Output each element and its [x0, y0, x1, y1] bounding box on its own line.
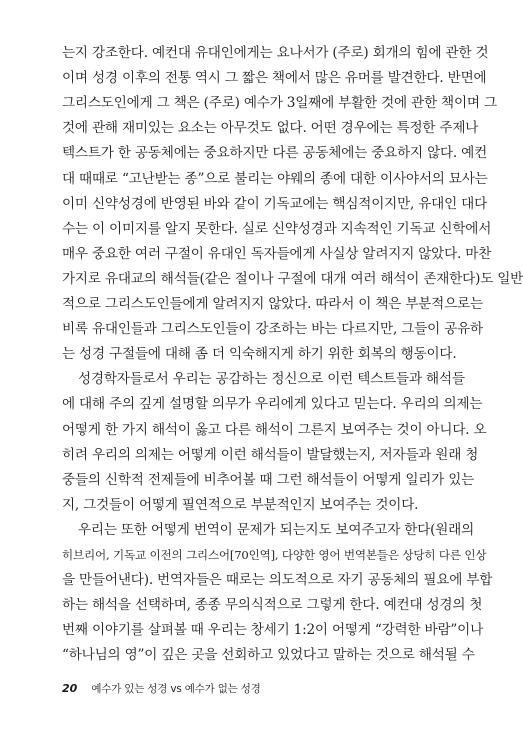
page-footer [62, 678, 261, 696]
body-text-line: “하나님의 영”이 깊은 곳을 선회하고 있었다고 말하는 것으로 해석될 수 [62, 647, 475, 664]
body-text-line: 그리스도인에게 그 책은 (주로) 예수가 3일째에 부활한 것에 관한 책이며 그 [62, 95, 497, 112]
body-text-line: 적으로 그리스도인들에게 알려지지 않았다. 따라서 이 책은 부분적으로는 [62, 296, 483, 312]
body-text-line: 어떻게 한 가지 해석이 옳고 다른 해석이 그른지 보여주는 것이 아니다. 오 [62, 421, 487, 438]
body-text-line: 수는 이 이미지를 알지 못한다. 실로 신약성경과 지속적인 기독교 신학에서 [62, 220, 492, 237]
body-text-line: 이며 성경 이후의 전통 역시 그 짧은 책에서 많은 유머를 발견한다. 반면에 [62, 70, 487, 87]
body-text-line: 가지로 유대교의 해석들(같은 절이나 구절에 대개 여러 해석이 존재한다)도 일반 [62, 270, 523, 287]
body-text-line: 히브리어, 기독교 이전의 그리스어[70인역], 다양한 영어 번역본들은 상당히 다른 인상 [62, 548, 487, 562]
body-text-line: 하는 해석을 선택하며, 종종 무의식적으로 그렇게 한다. 예컨대 성경의 첫 [62, 597, 483, 614]
body-text-line: 히려 우리의 의제는 어떻게 이런 해석들이 발달했는지, 저자들과 원래 청 [62, 446, 479, 463]
body-text-line: 중들의 신학적 전제들에 비추어볼 때 그런 해석들이 어떻게 일리가 있는 [62, 471, 475, 488]
paragraph-first-line: 성경학자들로서 우리는 공감하는 정신으로 이런 텍스트들과 해석들 [78, 371, 465, 388]
body-text-line: 비록 유대인들과 그리스도인들이 강조하는 바는 다르지만, 그들이 공유하 [62, 321, 483, 338]
page-number: 20 [62, 682, 78, 695]
running-title: 예수가 있는 성경 vs 예수가 없는 성경 [91, 683, 261, 695]
paragraph-last-line: 지, 그것들이 어떻게 필연적으로 부분적인지 보여주는 것이다. [62, 496, 419, 513]
body-text-line: 매우 중요한 여러 구절이 유대인 독자들에게 사실상 알려지지 않았다. 마찬 [62, 245, 492, 262]
body-text-line: 것에 관해 재미있는 요소는 아무것도 없다. 어떤 경우에는 특정한 주제나 [62, 120, 479, 137]
paragraph-last-line: 는 성경 구절들에 대해 좀 더 익숙해지게 하기 위한 회복의 행동이다. [62, 346, 457, 363]
body-text-line: 번째 이야기를 살펴볼 때 우리는 창세기 1:2이 어떻게 “강력한 바람”이나 [62, 622, 484, 639]
body-text-line: 는지 강조한다. 예컨대 유대인에게는 요나서가 (주로) 회개의 힘에 관한 것 [62, 45, 489, 61]
paragraph-first-line: 우리는 또한 어떻게 번역이 문제가 되는지도 보여주고자 한다(원래의 [78, 521, 475, 538]
body-text-line: 텍스트가 한 공동체에는 중요하지만 다른 공동체에는 중요하지 않다. 예컨 [62, 145, 488, 162]
body-text-line: 을 만들어낸다). 번역자들은 때로는 의도적으로 자기 공동체의 필요에 부합 [62, 572, 493, 589]
body-text-line: 에 대해 주의 깊게 설명할 의무가 우리에게 있다고 믿는다. 우리의 의제는 [62, 396, 483, 413]
body-text-line: 이미 신약성경에 반영된 바와 같이 기독교에는 핵심적이지만, 유대인 대다 [62, 195, 488, 212]
body-text-line: 대 때때로 “고난받는 종”으로 불리는 야웨의 종에 대한 이사야서의 묘사는 [62, 170, 488, 187]
